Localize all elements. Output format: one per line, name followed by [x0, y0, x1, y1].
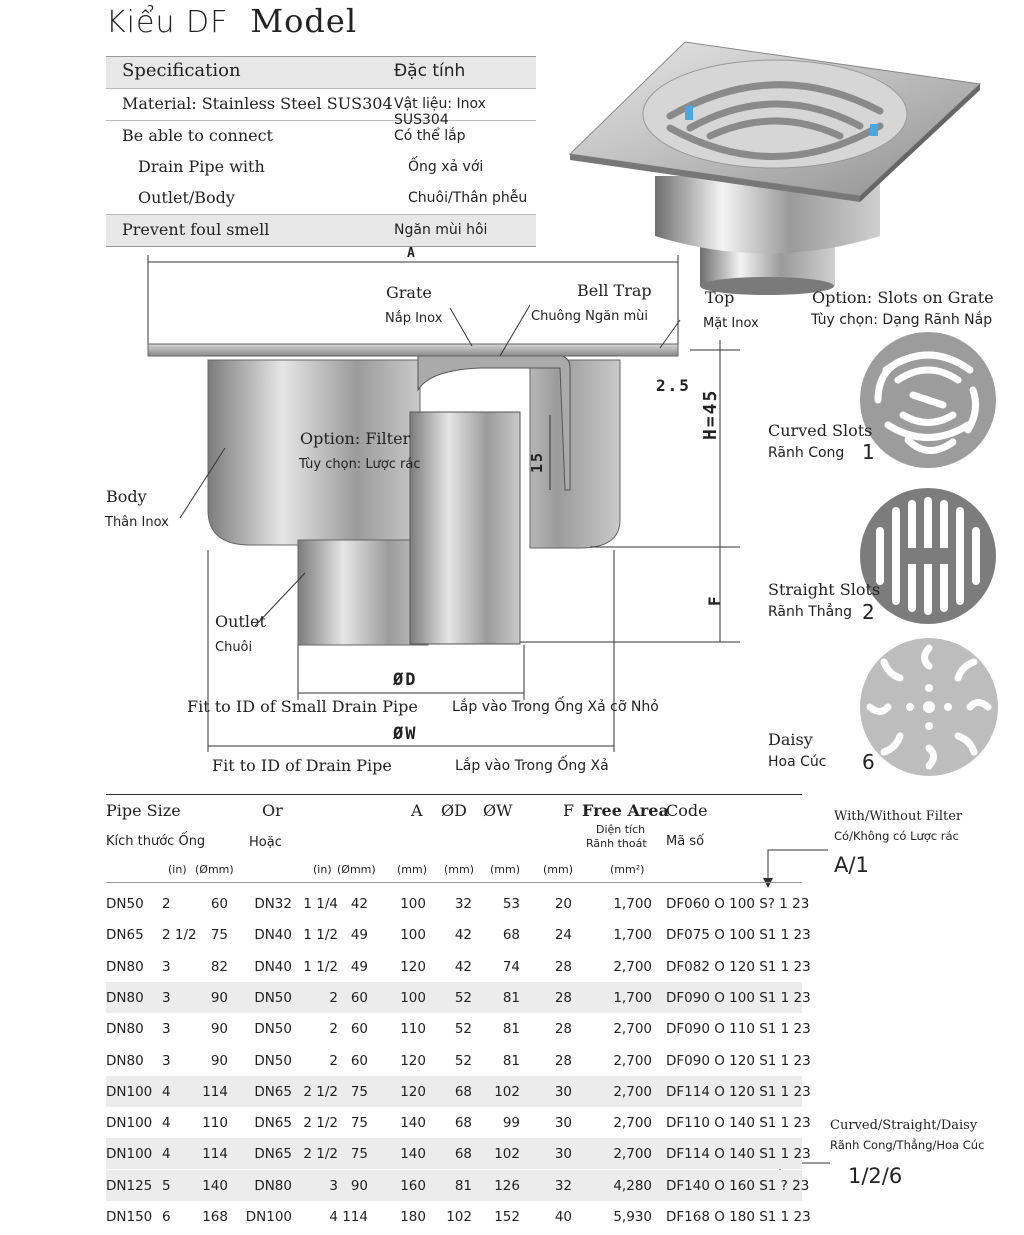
option-curved: Curved Slots [768, 421, 873, 440]
cell-a: 140 [400, 1146, 426, 1163]
cell-a: 100 [400, 927, 426, 944]
cell-mm: 140 [202, 1177, 228, 1194]
cell-w: 68 [502, 927, 520, 944]
cell-code: DF114 O 140 S1 1 23 [666, 1146, 811, 1163]
table-row [106, 1138, 811, 1169]
cell-d: 52 [454, 1021, 472, 1038]
cell-f: 28 [554, 1052, 572, 1069]
cell-f: 24 [554, 927, 572, 944]
table-row [106, 982, 811, 1013]
th-code-vn: Mã số [666, 834, 705, 849]
cell-code: DF168 O 180 S1 1 23 [666, 1209, 811, 1225]
cell-area: 2,700 [613, 958, 652, 975]
th-unit: (mm²) [610, 863, 645, 876]
cell-mm2: 114 [342, 1209, 368, 1225]
table-row [106, 1045, 811, 1076]
table-row [106, 1013, 811, 1044]
spec-row [106, 121, 536, 152]
spec-en: Drain Pipe with [138, 157, 265, 176]
cell-in2: 2 [329, 1052, 338, 1069]
fit-small-label: Fit to ID of Small Drain Pipe [187, 697, 418, 716]
cell-mm2: 90 [350, 1177, 368, 1194]
cell-area: 2,700 [613, 1083, 652, 1100]
spec-row [106, 89, 536, 128]
page-title [106, 2, 357, 40]
title-en: Model [250, 2, 358, 40]
option-curved-vn: Rãnh Cong [768, 445, 845, 461]
option-daisy-vn: Hoa Cúc [768, 754, 827, 770]
th-pipe-size-vn: Kích thước Ống [106, 834, 206, 849]
cell-in: 4 [162, 1146, 171, 1163]
grate-note-vn: Rãnh Cong/Thẳng/Hoa Cúc [830, 1138, 985, 1152]
options-title-vn: Tùy chọn: Dạng Rãnh Nắp [811, 312, 993, 328]
spec-en: Material: Stainless Steel SUS304 [122, 94, 393, 113]
cell-code: DF140 O 160 S1 ? 23 [666, 1177, 810, 1194]
cell-area: 1,700 [613, 989, 652, 1006]
cell-mm: 90 [210, 1052, 228, 1069]
spec-vn: Ngăn mùi hôi [394, 222, 488, 238]
cell-in2: 1 1/4 [303, 896, 338, 912]
cell-w: 74 [502, 958, 520, 975]
cell-w: 99 [502, 1115, 520, 1132]
th-unit: (Ømm) [195, 863, 234, 876]
spec-row [106, 183, 536, 215]
cell-dn: DN100 [106, 1115, 153, 1132]
option-daisy-num: 6 [862, 750, 875, 774]
cell-mm: 90 [210, 1021, 228, 1038]
cell-w: 53 [502, 896, 520, 912]
th-code: Code [666, 801, 708, 820]
cell-mm: 75 [210, 927, 228, 944]
th-w: ØW [483, 801, 513, 820]
cell-code: DF110 O 140 S1 1 23 [666, 1115, 811, 1132]
cell-f: 30 [554, 1115, 572, 1132]
cell-in: 2 1/2 [162, 927, 197, 944]
cell-in2: 1 1/2 [303, 958, 338, 975]
option-daisy: Daisy [768, 730, 813, 749]
dim-d: ØD [393, 670, 418, 690]
body-label-vn: Thân Inox [105, 515, 169, 530]
table-row [106, 888, 810, 919]
inner-tube [410, 412, 520, 644]
spec-header-vn: Đặc tính [394, 61, 466, 81]
cell-d: 52 [454, 989, 472, 1006]
table-row [106, 951, 811, 982]
cell-a: 100 [400, 989, 426, 1006]
th-f: F [563, 801, 575, 820]
cell-dn: DN100 [106, 1083, 153, 1100]
dim-h: H=45 [700, 388, 721, 440]
cell-a: 100 [400, 896, 426, 912]
cell-dn2: DN50 [254, 1021, 292, 1038]
cell-d: 32 [454, 896, 472, 912]
cell-mm: 114 [202, 1146, 228, 1163]
dim-w: ØW [393, 724, 418, 744]
th-d: ØD [441, 801, 467, 820]
bell-trap-label: Bell Trap [577, 281, 652, 300]
th-free-area-vn2: Rãnh thoát [586, 837, 647, 850]
table-row [106, 1201, 811, 1232]
cell-w: 81 [502, 1052, 520, 1069]
grate-label: Grate [386, 283, 432, 302]
dimension-table [106, 794, 811, 1231]
grate-label-vn: Nắp Inox [385, 311, 443, 326]
cell-dn2: DN32 [254, 896, 292, 912]
outlet-shell [298, 540, 428, 645]
cell-a: 110 [400, 1021, 426, 1038]
cell-a: 120 [400, 1052, 426, 1069]
cell-dn: DN65 [106, 927, 144, 944]
bell-trap-label-vn: Chuông Ngăn mùi [531, 309, 648, 324]
cell-mm2: 75 [350, 1115, 368, 1132]
fit-pipe-label-vn: Lắp vào Trong Ống Xả [455, 758, 609, 774]
curved-slots-grate-icon [858, 330, 998, 470]
cell-dn: DN100 [106, 1146, 153, 1163]
cell-in: 3 [162, 989, 171, 1006]
cell-mm: 82 [210, 958, 228, 975]
spec-vn: Ống xả với [408, 159, 484, 175]
cell-in: 4 [162, 1083, 171, 1100]
cell-d: 42 [454, 927, 472, 944]
cell-w: 102 [494, 1146, 520, 1163]
cell-d: 42 [454, 958, 472, 975]
table-row [106, 1170, 810, 1201]
spec-header [106, 56, 536, 89]
cell-dn2: DN65 [254, 1083, 292, 1100]
th-unit: (mm) [543, 863, 574, 876]
cell-d: 68 [454, 1115, 472, 1132]
option-straight-num: 2 [862, 600, 875, 624]
cell-area: 1,700 [613, 927, 652, 944]
section-diagram [100, 250, 760, 770]
cell-dn2: DN65 [254, 1146, 292, 1163]
cell-area: 2,700 [613, 1052, 652, 1069]
cell-code: DF114 O 120 S1 1 23 [666, 1083, 811, 1100]
cell-d: 81 [454, 1177, 472, 1194]
top-plate-section [148, 344, 678, 356]
cell-mm2: 42 [350, 896, 368, 912]
cell-mm2: 75 [350, 1146, 368, 1163]
option-straight: Straight Slots [768, 580, 881, 599]
dim-a: A [407, 246, 417, 261]
fit-pipe-label: Fit to ID of Drain Pipe [212, 756, 392, 775]
straight-slots-grate-icon [858, 486, 998, 626]
cell-area: 4,280 [613, 1177, 652, 1194]
cell-area: 2,700 [613, 1146, 652, 1163]
cell-a: 120 [400, 1083, 426, 1100]
spec-vn: Có thể lắp [394, 128, 466, 144]
filter-note-vn: Có/Không có Lược rác [834, 829, 959, 843]
cell-area: 5,930 [613, 1209, 652, 1225]
cell-w: 126 [494, 1177, 520, 1194]
cell-dn2: DN80 [254, 1177, 292, 1194]
cell-w: 81 [502, 1021, 520, 1038]
cell-in2: 4 [329, 1209, 338, 1225]
cell-dn: DN80 [106, 989, 144, 1006]
spec-vn: Chuôi/Thân phễu [408, 190, 528, 206]
body-label: Body [106, 487, 147, 506]
fit-small-label-vn: Lắp vào Trong Ống Xả cỡ Nhỏ [452, 699, 659, 715]
cell-mm2: 60 [350, 989, 368, 1006]
table-row [106, 1076, 811, 1107]
th-unit: (mm) [490, 863, 521, 876]
cell-dn2: DN40 [254, 927, 292, 944]
spec-en: Prevent foul smell [122, 220, 270, 239]
cell-d: 52 [454, 1052, 472, 1069]
top-label-vn: Mặt Inox [703, 316, 759, 331]
cell-code: DF075 O 100 S1 1 23 [666, 927, 811, 944]
cell-area: 1,700 [613, 896, 652, 912]
dim-15: 15 [528, 450, 546, 473]
cell-code: DF090 O 100 S1 1 23 [666, 989, 811, 1006]
cell-dn2: DN100 [245, 1209, 292, 1225]
cell-f: 40 [554, 1209, 572, 1225]
th-unit: (in) [168, 863, 187, 876]
cell-in2: 2 1/2 [303, 1115, 338, 1132]
cell-dn: DN80 [106, 1052, 144, 1069]
spec-en: Be able to connect [122, 126, 273, 145]
option-straight-vn: Rãnh Thẳng [768, 604, 852, 620]
filter-label-vn: Tùy chọn: Lược rác [299, 457, 421, 472]
cell-mm2: 75 [350, 1083, 368, 1100]
th-free-area: Free Area [582, 801, 669, 820]
cell-in: 6 [162, 1209, 171, 1225]
cell-in2: 2 1/2 [303, 1083, 338, 1100]
cell-dn: DN50 [106, 896, 144, 912]
th-unit: (mm) [444, 863, 475, 876]
grate-disc [643, 60, 907, 168]
dim-f: F [705, 594, 724, 606]
cell-mm: 110 [202, 1115, 228, 1132]
daisy-grate-icon [858, 636, 1000, 778]
th-unit: (in) [313, 863, 332, 876]
cell-in: 3 [162, 958, 171, 975]
table-row [106, 919, 811, 950]
th-unit: (mm) [397, 863, 428, 876]
th-a: A [411, 801, 423, 820]
cell-mm2: 60 [350, 1021, 368, 1038]
cell-f: 28 [554, 958, 572, 975]
cell-f: 28 [554, 1021, 572, 1038]
cell-mm: 114 [202, 1083, 228, 1100]
spec-en: Outlet/Body [138, 188, 235, 207]
cell-mm: 168 [202, 1209, 228, 1225]
cell-dn: DN80 [106, 1021, 144, 1038]
spec-row [106, 152, 536, 183]
cell-in2: 3 [329, 1177, 338, 1194]
spec-header-en: Specification [122, 60, 241, 81]
cell-a: 140 [400, 1115, 426, 1132]
cell-in: 5 [162, 1177, 171, 1194]
options-title: Option: Slots on Grate [812, 288, 994, 307]
filter-label: Option: Filter [300, 429, 411, 448]
cell-dn2: DN65 [254, 1115, 292, 1132]
spec-vn: Vật liệu: Inox SUS304 [394, 96, 486, 128]
cell-in2: 2 [329, 989, 338, 1006]
th-pipe-size: Pipe Size [106, 801, 181, 820]
cell-mm2: 49 [350, 927, 368, 944]
cell-f: 28 [554, 989, 572, 1006]
cell-dn: DN80 [106, 958, 144, 975]
cell-a: 180 [400, 1209, 426, 1225]
grate-note-code: 1/2/6 [848, 1164, 903, 1188]
cell-code: DF060 O 100 S? 1 23 [666, 896, 810, 912]
cell-mm: 60 [210, 896, 228, 912]
dim-2-5: 2.5 [656, 376, 691, 395]
cell-dn: DN125 [106, 1177, 153, 1194]
th-or-vn: Hoặc [249, 835, 282, 850]
cell-in2: 1 1/2 [303, 927, 338, 944]
cell-d: 102 [446, 1209, 472, 1225]
title-vn: Kiểu DF [106, 5, 229, 40]
cell-code: DF090 O 120 S1 1 23 [666, 1052, 811, 1069]
cell-w: 81 [502, 989, 520, 1006]
cell-in: 3 [162, 1021, 171, 1038]
cell-dn2: DN40 [254, 958, 292, 975]
cell-a: 160 [400, 1177, 426, 1194]
outlet-label-vn: Chuôi [215, 640, 253, 655]
cell-d: 68 [454, 1146, 472, 1163]
cell-code: DF082 O 120 S1 1 23 [666, 958, 811, 975]
cell-dn2: DN50 [254, 989, 292, 1006]
cell-w: 102 [494, 1083, 520, 1100]
cell-area: 2,700 [613, 1115, 652, 1132]
cell-a: 120 [400, 958, 426, 975]
top-label: Top [705, 288, 735, 307]
cell-f: 20 [554, 896, 572, 912]
cell-in: 3 [162, 1052, 171, 1069]
cell-f: 30 [554, 1083, 572, 1100]
th-or: Or [262, 801, 283, 820]
cell-w: 152 [494, 1209, 520, 1225]
cell-dn: DN150 [106, 1209, 153, 1225]
cell-in2: 2 1/2 [303, 1146, 338, 1163]
cell-f: 30 [554, 1146, 572, 1163]
body-shell [208, 360, 420, 545]
cell-in: 2 [162, 896, 171, 912]
cell-area: 2,700 [613, 1021, 652, 1038]
outlet-label: Outlet [215, 612, 266, 631]
filter-note-code: A/1 [834, 853, 869, 877]
spec-table [106, 56, 536, 247]
cell-dn2: DN50 [254, 1052, 292, 1069]
cell-mm: 90 [210, 989, 228, 1006]
option-curved-num: 1 [862, 440, 875, 464]
th-unit: (Ømm) [337, 863, 376, 876]
th-free-area-vn1: Diện tích [596, 823, 646, 836]
filter-note: With/Without Filter [834, 809, 963, 824]
cell-f: 32 [554, 1177, 572, 1194]
cell-mm2: 49 [350, 958, 368, 975]
cell-code: DF090 O 110 S1 1 23 [666, 1021, 811, 1038]
cell-in2: 2 [329, 1021, 338, 1038]
spec-row [106, 215, 536, 247]
cell-d: 68 [454, 1083, 472, 1100]
grate-note: Curved/Straight/Daisy [830, 1118, 978, 1133]
cell-in: 4 [162, 1115, 171, 1132]
table-row [106, 1107, 811, 1138]
cell-mm2: 60 [350, 1052, 368, 1069]
